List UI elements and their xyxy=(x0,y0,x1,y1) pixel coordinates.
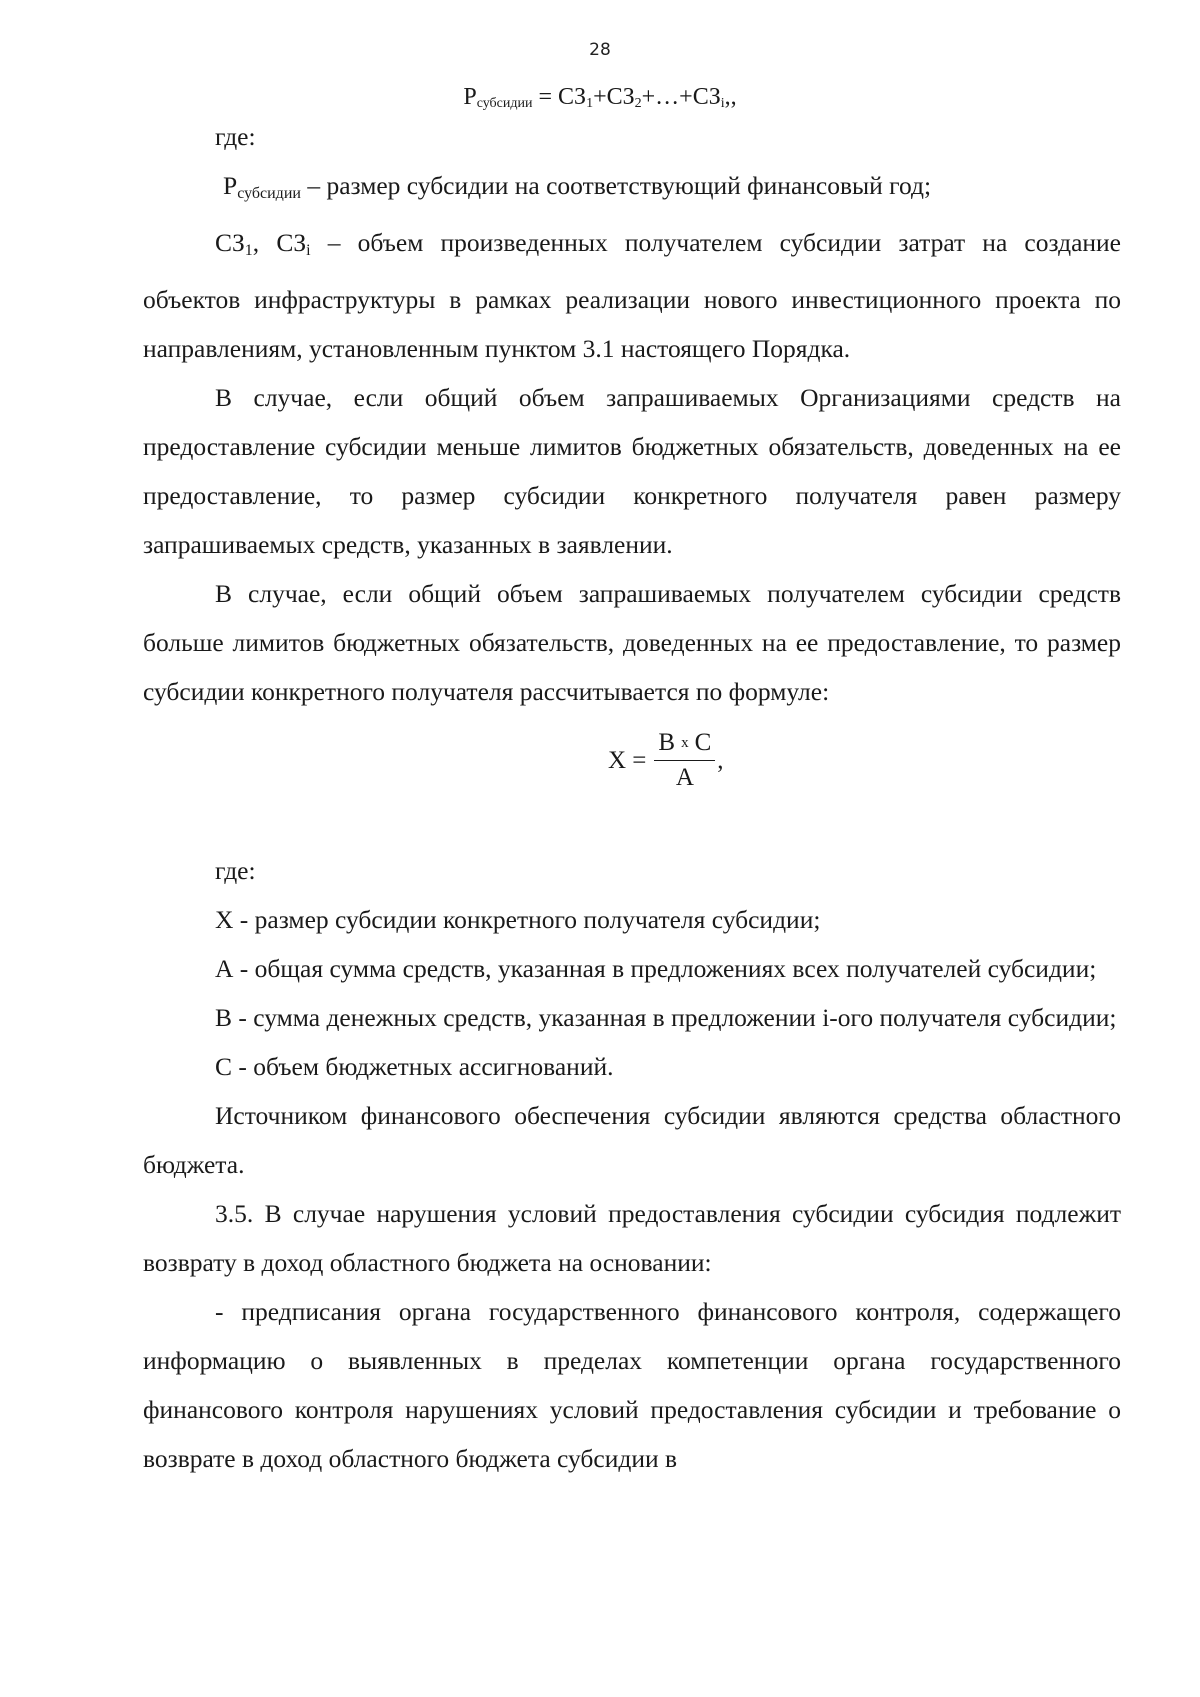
def-r-symbol: Р xyxy=(223,171,238,200)
definition-r-subsidy xyxy=(143,161,1121,218)
def-cz-symbol-i: СЗ xyxy=(276,228,307,257)
formula-times: x xyxy=(681,735,689,751)
formula-comma: , xyxy=(717,746,724,774)
formula-r-sub: субсидии xyxy=(476,96,533,111)
formula-term-2-sub: 2 xyxy=(634,96,642,111)
formula-term-1-sub: 1 xyxy=(586,96,594,111)
formula-r: Р xyxy=(463,84,477,110)
definition-a: А - общая сумма средств, указанная в предложениях всех получателей субсидии; xyxy=(215,954,1097,983)
formula-term-i: СЗ xyxy=(692,84,721,110)
formula-denominator: A xyxy=(675,764,694,791)
definition-cz xyxy=(143,218,1121,373)
formula-term-1: СЗ xyxy=(558,84,587,110)
paragraph-bullet-prescription: - предписания органа государственного финансового контроля, содержащего информацию о выявленных в пределах компетенции органа государственного финансового контроля нарушениях условий предоставления субсидии и требование о возврате в доход областного бюджета субсидии в xyxy=(143,1297,1121,1473)
def-cz-text: – объем произведенных получателем субсидии затрат на создание объектов инфраструктуры в рамках реализации нового инвестиционного проекта по направлениям, установленным пунктом 3.1 настоящего Порядка. xyxy=(143,228,1121,363)
subsidy-sum-formula xyxy=(0,84,1200,112)
formula-ellipsis: +…+ xyxy=(641,84,693,110)
document-body xyxy=(143,112,1121,1483)
def-r-text: – размер субсидии на соответствующий финансовый год; xyxy=(300,171,932,200)
def-cz-symbol-1: СЗ xyxy=(215,228,245,257)
where-label-2: где: xyxy=(215,856,256,885)
allocation-formula-block xyxy=(143,716,1121,846)
formula-eq: = xyxy=(532,84,559,110)
def-cz-sep: , xyxy=(252,228,277,257)
definition-c: С - объем бюджетных ассигнований. xyxy=(215,1052,614,1081)
allocation-formula xyxy=(608,728,724,793)
where-label-1: где: xyxy=(215,122,256,151)
formula-x-lhs: X = xyxy=(608,746,647,774)
formula-num-b: B xyxy=(658,729,676,756)
formula-fraction xyxy=(654,728,715,793)
def-cz-sub-1: 1 xyxy=(244,242,253,259)
paragraph-less-than-limits: В случае, если общий объем запрашиваемых Организациями средств на предоставление субсидии меньше лимитов бюджетных обязательств, доведенных на ее предоставление, то размер субсидии конкретного получателя равен размеру запрашиваемых средств, указанных в заявлении. xyxy=(143,383,1121,559)
paragraph-more-than-limits: В случае, если общий объем запрашиваемых получателем субсидии средств больше лимитов бюджетных обязательств, доведенных на ее предоставление, то размер субсидии конкретного получателя рассчитывается по формуле: xyxy=(143,579,1121,706)
formula-tail: ,, xyxy=(724,84,737,110)
page-number: 28 xyxy=(589,40,611,60)
paragraph-funding-source: Источником финансового обеспечения субсидии являются средства областного бюджета. xyxy=(143,1101,1121,1179)
definition-x: X - размер субсидии конкретного получателя субсидии; xyxy=(215,905,821,934)
def-cz-sub-i: i xyxy=(306,242,311,259)
def-r-subscript: субсидии xyxy=(237,185,301,202)
definition-b: В - сумма денежных средств, указанная в предложении i-ого получателя субсидии; xyxy=(215,1003,1117,1032)
formula-numerator xyxy=(654,728,715,761)
formula-term-i-sub: i xyxy=(720,96,725,111)
formula-num-c: C xyxy=(694,729,712,756)
formula-term-2: СЗ xyxy=(606,84,635,110)
paragraph-3-5: 3.5. В случае нарушения условий предоставления субсидии субсидия подлежит возврату в доход областного бюджета на основании: xyxy=(143,1199,1121,1277)
formula-plus: + xyxy=(593,84,607,110)
